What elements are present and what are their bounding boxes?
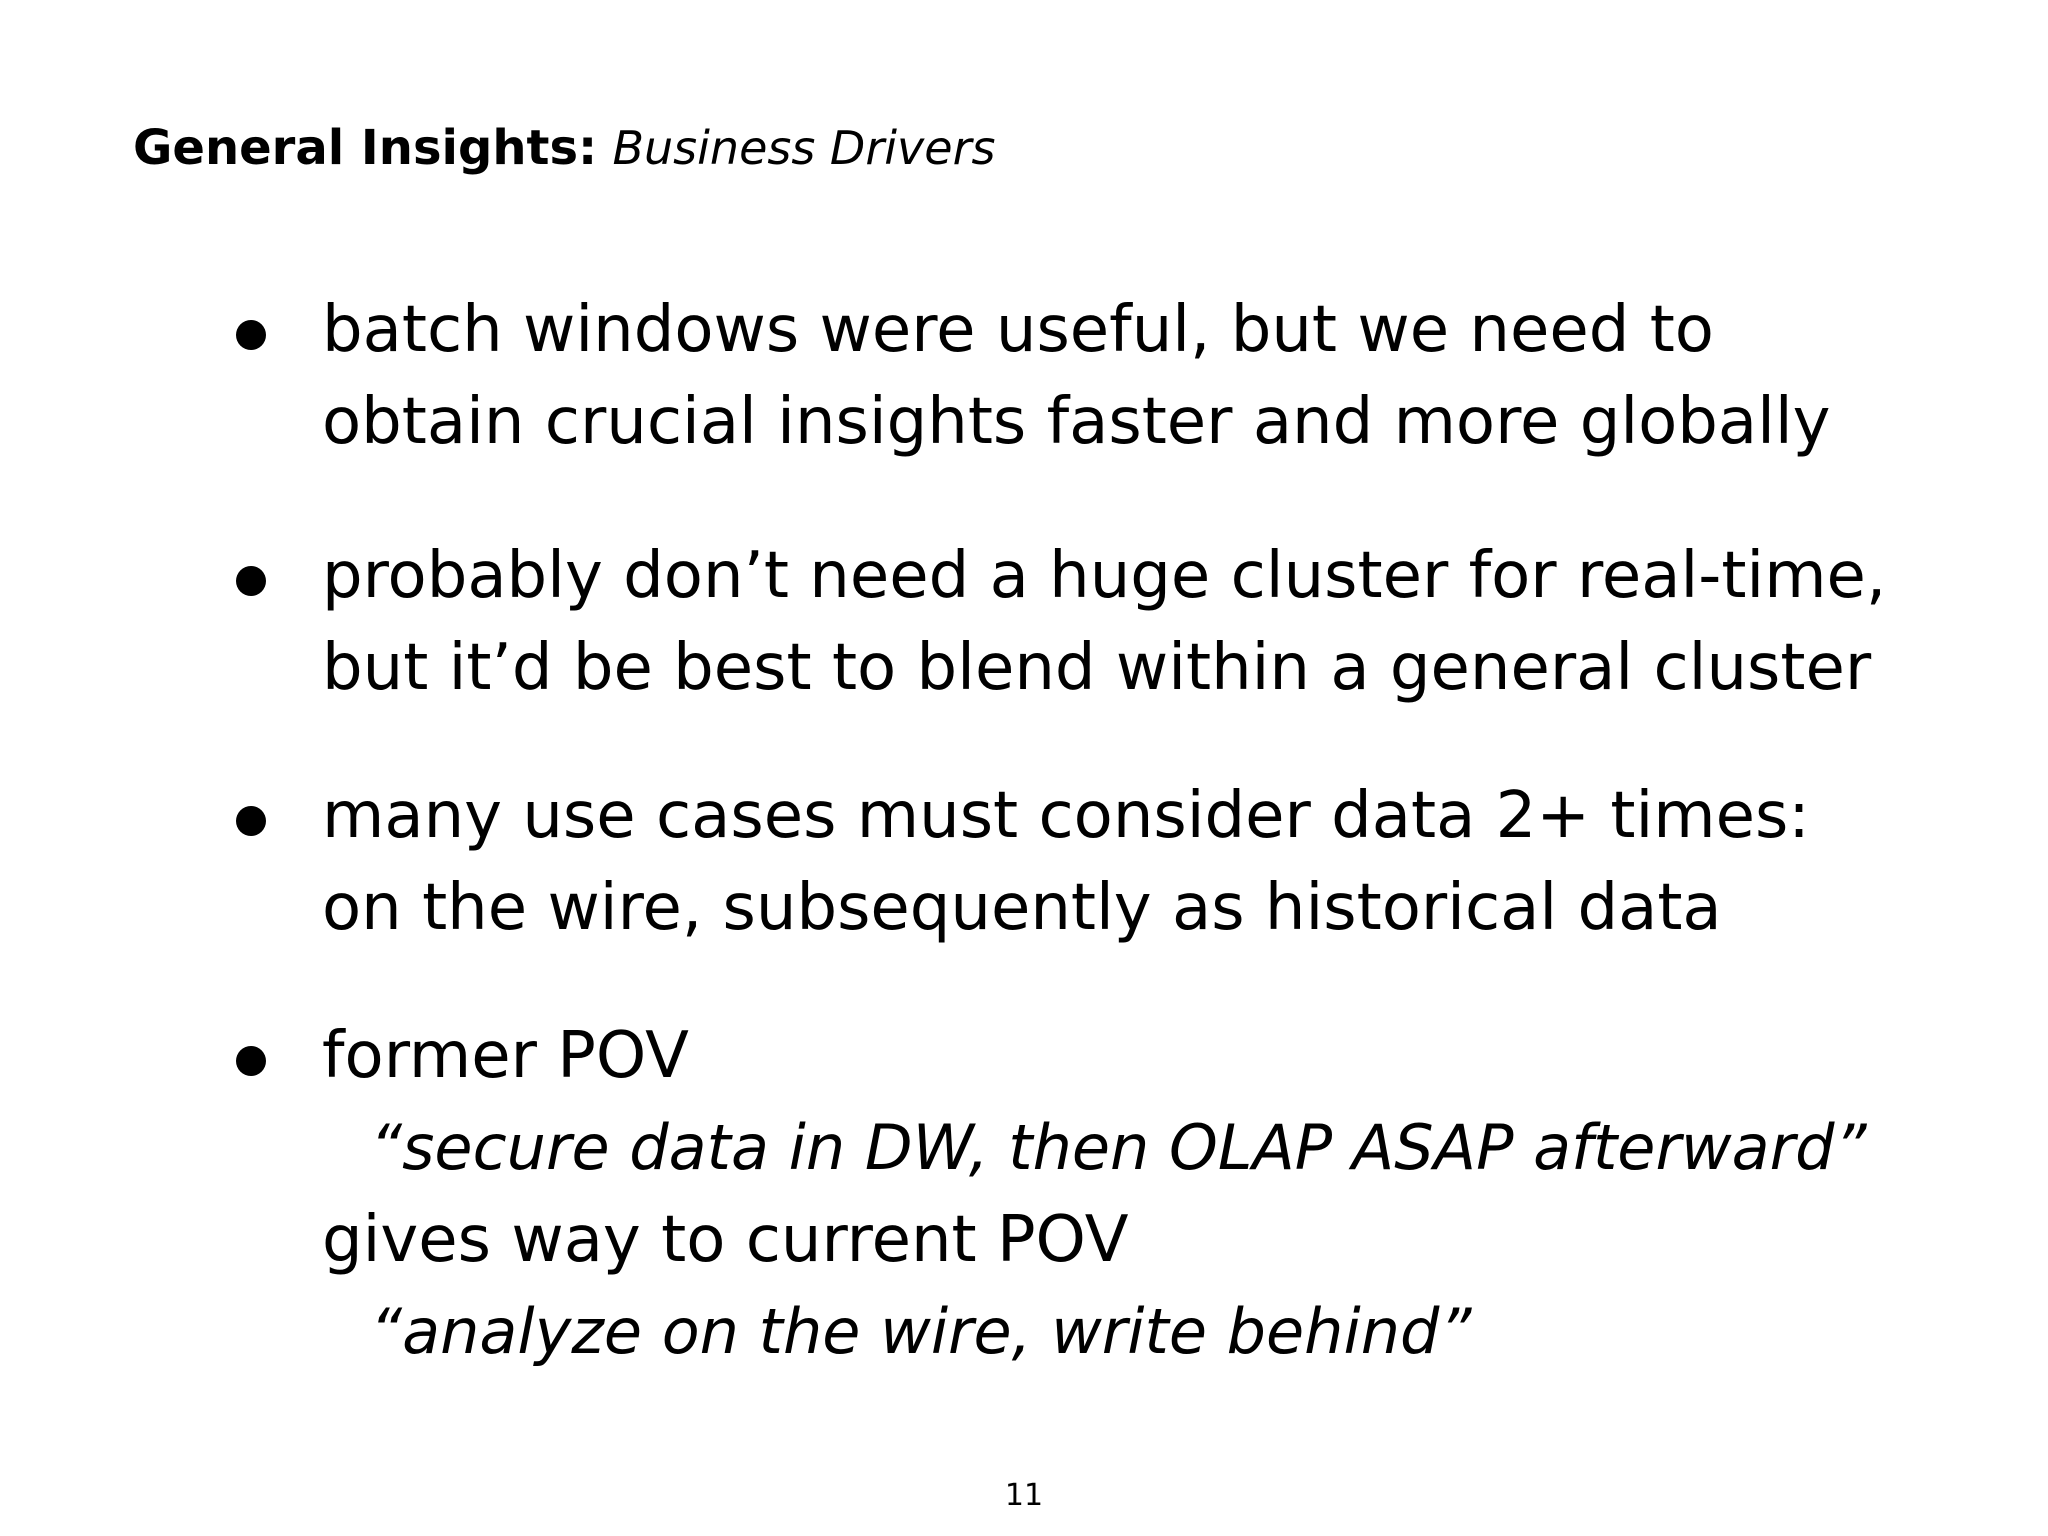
bullet-dot-icon [236,566,266,596]
bullet-line: gives way to current POV [322,1203,1129,1277]
title-heading: General Insights: [133,120,598,176]
page-number: 11 [1004,1478,1044,1513]
bullet-quote: “analyze on the wire, write behind” [370,1295,1472,1368]
bullet-line: on the wire, subsequently as historical data [322,871,1722,945]
bullet-text [322,530,1886,714]
title-subheading: Business Drivers [612,121,996,175]
bullet-text [322,284,1831,468]
bullet-line: probably don’t need a huge cluster for real-time, [322,539,1887,613]
bullet-dot-icon [236,806,266,836]
bullet-line: batch windows were useful, but we need to [322,293,1714,367]
bullet-text [322,770,1810,954]
bullet-line: obtain crucial insights faster and more globally [322,385,1831,459]
bullet-line: but it’d be best to blend within a general cluster [322,631,1872,705]
bullet-quote: “secure data in DW, then OLAP ASAP afterward” [370,1111,1867,1184]
bullet-dot-icon [236,1046,266,1076]
bullet-text [322,1010,1867,1378]
bullet-line: former POV [322,1019,689,1093]
bullet-dot-icon [236,320,266,350]
bullet-line: many use cases must consider data 2+ times: [322,779,1810,853]
